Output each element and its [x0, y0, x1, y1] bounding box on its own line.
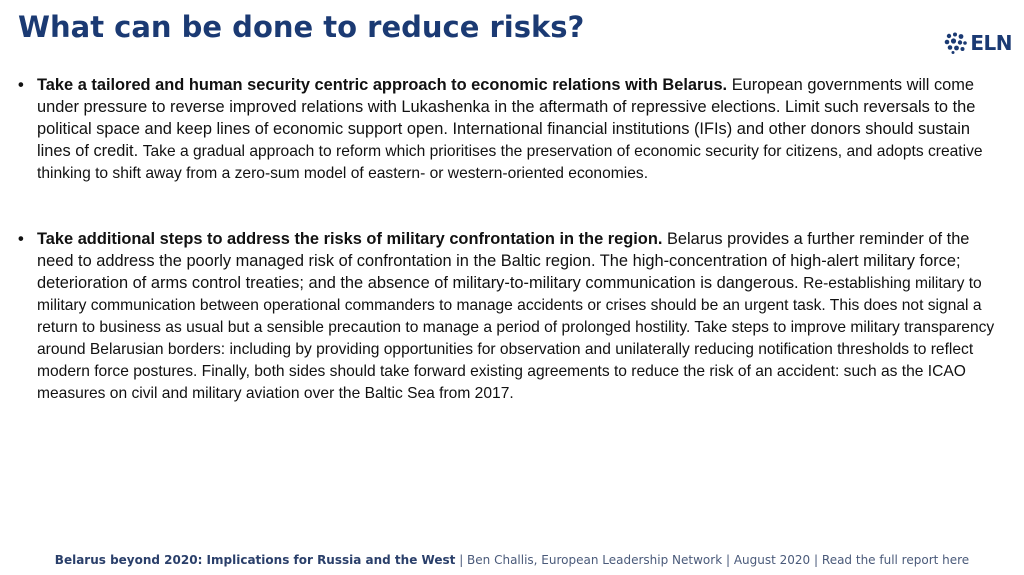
bullet-list: [18, 74, 1008, 404]
bullet-military-confrontation: [18, 228, 1008, 404]
eln-logo-text: ELN: [970, 31, 1012, 55]
bullet-lead: Take a tailored and human security centric approach to economic relations with Belarus.: [37, 76, 728, 94]
bullet-dot-icon: •: [18, 76, 24, 94]
bullet-lead: Take additional steps to address the risks of military confrontation in the region.: [37, 230, 663, 248]
bullet-dot-icon: •: [18, 230, 24, 248]
footer-separator: |: [459, 553, 468, 567]
footer-author: Ben Challis, European Leadership Network: [467, 553, 723, 567]
footer-separator: |: [814, 553, 822, 567]
bullet-body: European governments will come under pressure to reverse improved relations with Lukashenka in the aftermath of repressive elections. Limit such reversals to the political space and keep lines of economic support open. International financial institutions (IFIs) and other donors should sustain lines of credit.: [37, 76, 976, 160]
eln-emblem-icon: [944, 32, 968, 54]
footer-date: August 2020: [733, 553, 811, 567]
slide-title: What can be done to reduce risks?: [18, 10, 585, 44]
bullet-body: Belarus provides a further reminder of the need to address the poorly managed risk of confrontation in the Baltic region. The high-concentration of high-alert military force; deterioration of arms control treaties; and the absence of military-to-military communication is dangerous.: [37, 230, 970, 292]
bullet-economic-relations: [18, 74, 1008, 184]
bullet-body-continued: Re-establishing military to military communication between operational commanders to manage accidents or crises should be an urgent task. This does not signal a return to business as usual but a sensible precaution to manage a period of prolonged hostility. Take steps to improve military transparency around Belarusian borders: including by providing opportunities for observation and unilaterally reducing notification thresholds to reflect modern force postures. Finally, both sides should take forward existing agreements to reduce the risk of an accident: such as the ICAO measures on civil and military aviation over the Baltic Sea from 2017.: [37, 275, 995, 402]
full-report-link[interactable]: Read the full report here: [821, 553, 970, 567]
footer: [0, 553, 1024, 567]
footer-report-title: Belarus beyond 2020: Implications for Russia and the West: [54, 553, 456, 567]
footer-separator: |: [725, 553, 734, 567]
bullet-body-continued: Take a gradual approach to reform which prioritises the preservation of economic security for citizens, and adopts creative thinking to shift away from a zero-sum model of eastern- or western-oriented economies.: [37, 143, 983, 182]
eln-logo: [944, 30, 1012, 56]
